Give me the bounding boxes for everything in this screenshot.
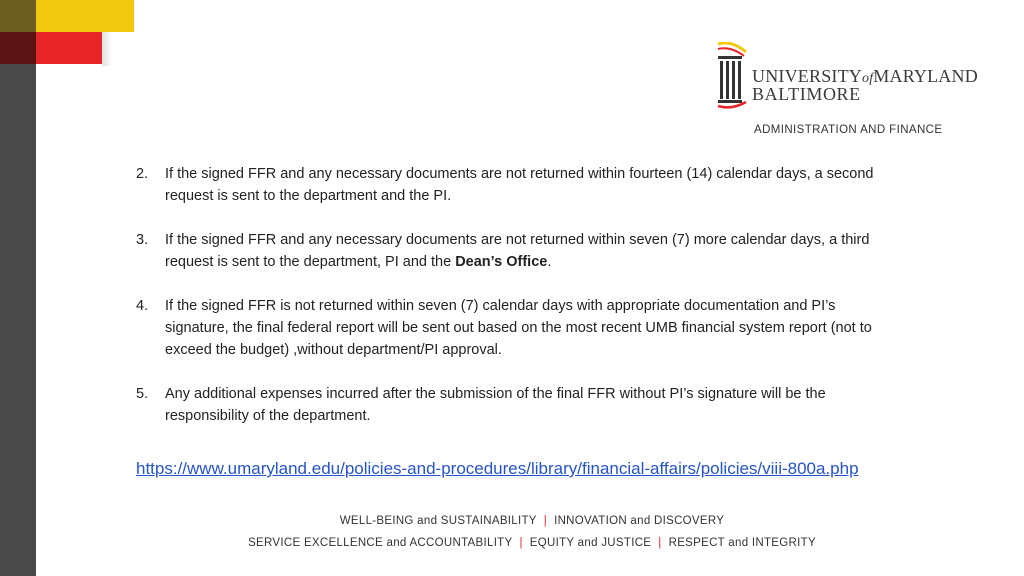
footer-value: RESPECT and INTEGRITY — [668, 537, 816, 549]
footer-values-line-1 — [0, 515, 1024, 527]
procedure-list — [136, 163, 896, 427]
list-item-text: Any additional expenses incurred after the submission of the final FFR without PI’s signature will be the responsibility of the department. — [165, 386, 826, 424]
logo-university-text: UNIVERSITYofMARYLAND — [752, 66, 978, 86]
list-item-number: 2. — [136, 166, 149, 182]
umb-column-seal-icon — [716, 42, 750, 114]
deans-office-emphasis: Dean’s Office — [455, 254, 548, 270]
logo-subtitle: ADMINISTRATION AND FINANCE — [754, 124, 943, 136]
list-item-text: If the signed FFR and any necessary documents are not returned within fourteen (14) calendar days, a second request is sent to the department and the PI. — [165, 166, 874, 204]
corner-block-olive — [0, 0, 36, 32]
list-item-text: If the signed FFR is not returned within seven (7) calendar days with appropriate documentation and PI’s signature, the final federal report will be sent out based on the most recent UMB financial system report (not to exceed the budget) ,without department/PI approval. — [165, 298, 872, 358]
policy-link[interactable]: https://www.umaryland.edu/policies-and-procedures/library/financial-affairs/policies/viii-800a.php — [136, 459, 859, 478]
corner-block-red — [36, 32, 102, 64]
list-item — [136, 295, 896, 361]
list-item-number: 4. — [136, 298, 149, 314]
list-item-number: 3. — [136, 232, 149, 248]
footer-values-line-2 — [0, 537, 1024, 549]
logo-baltimore-text: BALTIMORE — [752, 84, 861, 104]
left-sidebar-bar — [0, 0, 36, 576]
corner-block-shadow — [102, 32, 112, 66]
corner-block-yellow — [36, 0, 134, 32]
footer-value: WELL-BEING and SUSTAINABILITY — [339, 515, 537, 527]
list-item-text: If the signed FFR and any necessary documents are not returned within seven (7) more calendar days, a third request is sent to the department, PI and the Dean’s Office. — [165, 232, 870, 270]
umb-logo — [716, 42, 986, 142]
footer-separator: | — [658, 537, 662, 549]
footer-separator: | — [519, 537, 523, 549]
list-item-number: 5. — [136, 386, 149, 402]
footer-separator: | — [543, 515, 548, 527]
footer-value: SERVICE EXCELLENCE and ACCOUNTABILITY — [248, 537, 513, 549]
footer-value: INNOVATION and DISCOVERY — [554, 515, 725, 527]
corner-block-darkred — [0, 32, 36, 64]
list-item — [136, 229, 896, 273]
list-item — [136, 163, 896, 207]
list-item — [136, 383, 896, 427]
footer-value: EQUITY and JUSTICE — [529, 537, 652, 549]
